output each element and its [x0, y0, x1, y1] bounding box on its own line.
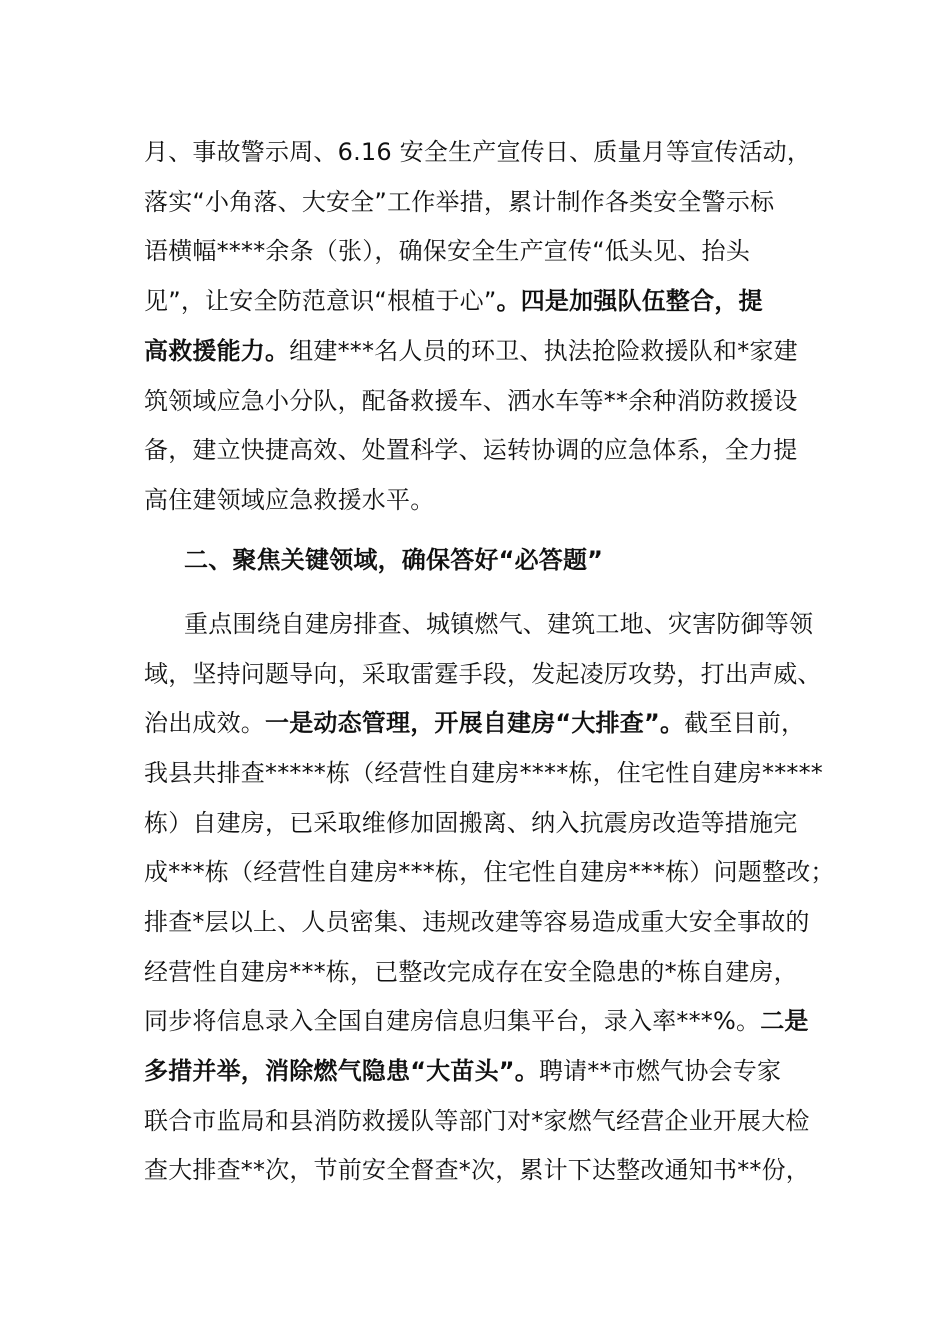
text-line-5 [144, 326, 798, 376]
text-run: 治出成效。 [144, 709, 265, 737]
bold-heading-run: 。四是加强队伍整合，提 [496, 287, 763, 315]
text-run: 栋）自建房，已采取维修加固搬离、纳入抗震房改造等措施完 [144, 809, 798, 837]
text-run: 高住建领域应急救援水平。 [144, 486, 435, 514]
text-line-14 [144, 798, 797, 848]
text-run: 备，建立快捷高效、处置科学、运转协调的应急体系，全力提 [144, 436, 798, 464]
text-line-16 [144, 897, 810, 947]
text-line-1 [144, 127, 811, 177]
text-line-3 [144, 226, 750, 276]
section-heading-text: 二、聚焦关键领域，确保答好“必答题” [184, 546, 604, 574]
bold-heading-run: 二是 [760, 1007, 809, 1035]
text-run: 我县共排查*****栋（经营性自建房****栋，住宅性自建房***** [144, 759, 823, 787]
text-line-11 [144, 649, 822, 699]
text-run: 成***栋（经营性自建房***栋，住宅性自建房***栋）问题整改； [144, 858, 835, 886]
text-run: 语横幅****余条（张），确保安全生产宣传“低头见、抬头 [144, 237, 751, 265]
text-run: 联合市监局和县消防救援队等部门对*家燃气经营企业开展大检 [144, 1107, 810, 1135]
text-line-6 [144, 376, 798, 426]
text-run: 见”，让安全防范意识“根植于心” [144, 287, 497, 315]
text-line-2 [144, 177, 774, 227]
text-line-18 [144, 996, 809, 1046]
text-line-21 [144, 1145, 810, 1195]
text-line-13 [144, 748, 823, 798]
text-run: 同步将信息录入全国自建房信息归集平台，录入率***%。 [144, 1007, 761, 1035]
bold-heading-run: 多措并举，消除燃气隐患“大苗头”。 [144, 1057, 539, 1085]
text-run: 排查*层以上、人员密集、违规改建等容易造成重大安全事故的 [144, 908, 810, 936]
bold-heading-run: 一是动态管理，开展自建房“大排查”。 [265, 709, 685, 737]
text-line-19 [144, 1046, 781, 1096]
text-run: 筑领域应急小分队，配备救援车、洒水车等**余种消防救援设 [144, 387, 798, 415]
text-run: 经营性自建房***栋，已整改完成存在安全隐患的*栋自建房， [144, 958, 798, 986]
text-line-15 [144, 847, 835, 897]
text-line-12 [144, 698, 805, 748]
text-line-7 [144, 425, 797, 475]
text-line-4 [144, 276, 763, 326]
text-run: 组建***名人员的环卫、执法抢险救援队和*家建 [289, 337, 798, 365]
text-run: 查大排查**次，节前安全督查*次，累计下达整改通知书**份， [144, 1156, 810, 1184]
bold-heading-run: 高救援能力。 [144, 337, 290, 365]
text-line-20 [144, 1096, 810, 1146]
text-run: 重点围绕自建房排查、城镇燃气、建筑工地、灾害防御等领 [184, 610, 814, 638]
text-run: 聘请**市燃气协会专家 [538, 1057, 782, 1085]
text-run: 月、事故警示周、6.16 安全生产宣传日、质量月等宣传活动， [144, 138, 812, 166]
text-line-10 [184, 599, 813, 649]
text-run: 截至目前， [684, 709, 806, 737]
text-line-17 [144, 947, 798, 997]
section-heading [184, 535, 603, 585]
text-run: 落实“小角落、大安全”工作举措，累计制作各类安全警示标 [144, 188, 775, 216]
text-run: 域，坚持问题导向，采取雷霆手段，发起凌厉攻势，打出声威、 [144, 660, 822, 688]
text-line-8 [144, 475, 434, 525]
